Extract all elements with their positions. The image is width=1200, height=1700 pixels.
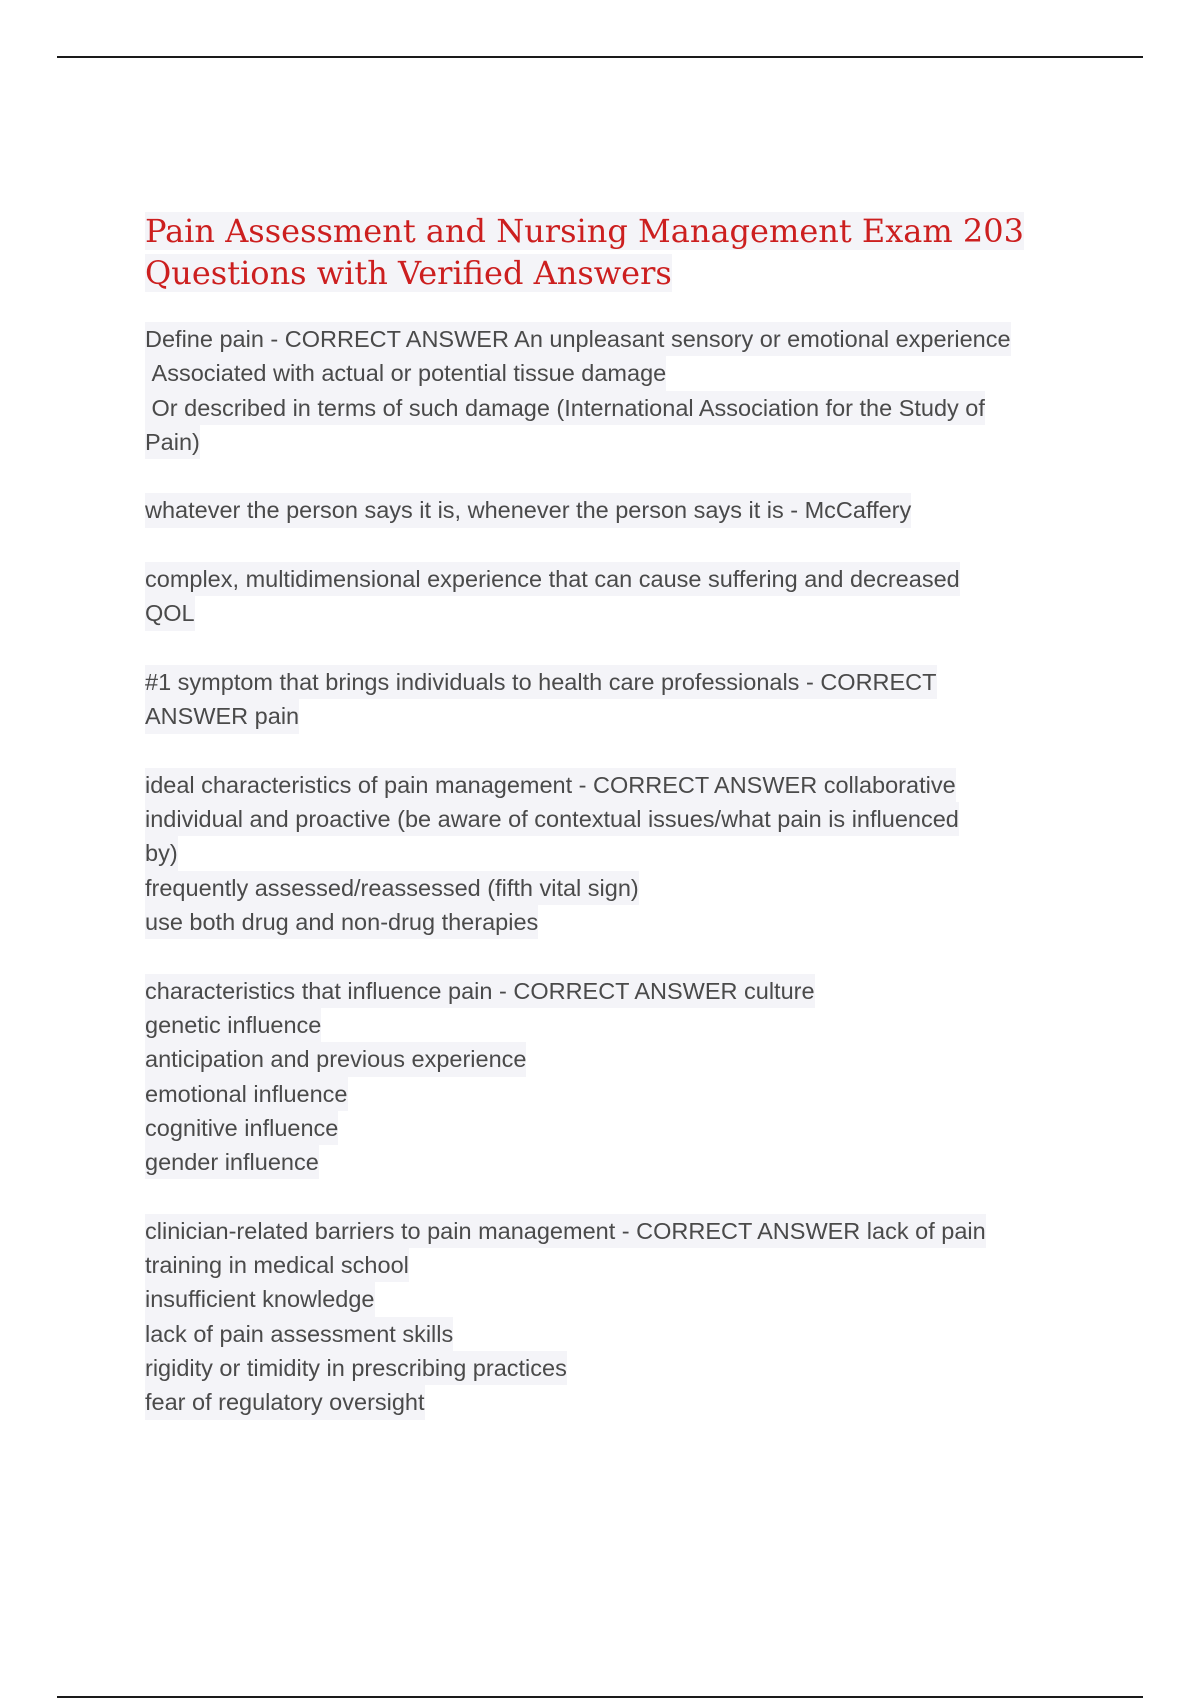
qa-block-clinician-barriers (145, 1214, 1085, 1420)
qa-block-ideal-characteristics (145, 768, 1085, 939)
qa-block-complex-experience (145, 562, 1085, 631)
qa-line: ANSWER pain (145, 699, 299, 733)
qa-line: clinician-related barriers to pain management - CORRECT ANSWER lack of pain (145, 1214, 986, 1248)
qa-line: Define pain - CORRECT ANSWER An unpleasant sensory or emotional experience (145, 322, 1011, 356)
qa-line: complex, multidimensional experience that can cause suffering and decreased (145, 562, 960, 596)
qa-line: anticipation and previous experience (145, 1042, 526, 1076)
qa-line: genetic influence (145, 1008, 321, 1042)
title-line: Pain Assessment and Nursing Management Exam 203 (145, 212, 1024, 250)
document-body (145, 210, 1085, 1454)
qa-line: frequently assessed/reassessed (fifth vital sign) (145, 871, 639, 905)
qa-line: fear of regulatory oversight (145, 1385, 425, 1419)
qa-line: individual and proactive (be aware of contextual issues/what pain is influenced (145, 802, 959, 836)
document-title (145, 210, 1085, 294)
qa-line: rigidity or timidity in prescribing practices (145, 1351, 567, 1385)
qa-line: ideal characteristics of pain management - CORRECT ANSWER collaborative (145, 768, 956, 802)
qa-line: QOL (145, 596, 195, 630)
qa-line: characteristics that influence pain - CORRECT ANSWER culture (145, 974, 815, 1008)
qa-block-number-one-symptom (145, 665, 1085, 734)
bottom-rule (57, 1696, 1143, 1698)
qa-line: use both drug and non-drug therapies (145, 905, 538, 939)
qa-line: Or described in terms of such damage (International Association for the Study of (145, 391, 985, 425)
qa-line: training in medical school (145, 1248, 409, 1282)
qa-line: insufficient knowledge (145, 1282, 375, 1316)
qa-line: emotional influence (145, 1077, 348, 1111)
top-rule (57, 56, 1143, 58)
qa-line: lack of pain assessment skills (145, 1317, 453, 1351)
qa-line: whatever the person says it is, whenever the person says it is - McCaffery (145, 493, 911, 527)
qa-block-mccaffery (145, 493, 1085, 527)
qa-line: cognitive influence (145, 1111, 338, 1145)
qa-line: gender influence (145, 1145, 319, 1179)
qa-line: Pain) (145, 425, 200, 459)
qa-block-influence-characteristics (145, 974, 1085, 1180)
qa-line: Associated with actual or potential tissue damage (145, 356, 666, 390)
qa-block-define-pain (145, 322, 1085, 459)
title-line: Questions with Verified Answers (145, 254, 672, 292)
qa-line: #1 symptom that brings individuals to health care professionals - CORRECT (145, 665, 937, 699)
qa-line: by) (145, 836, 178, 870)
